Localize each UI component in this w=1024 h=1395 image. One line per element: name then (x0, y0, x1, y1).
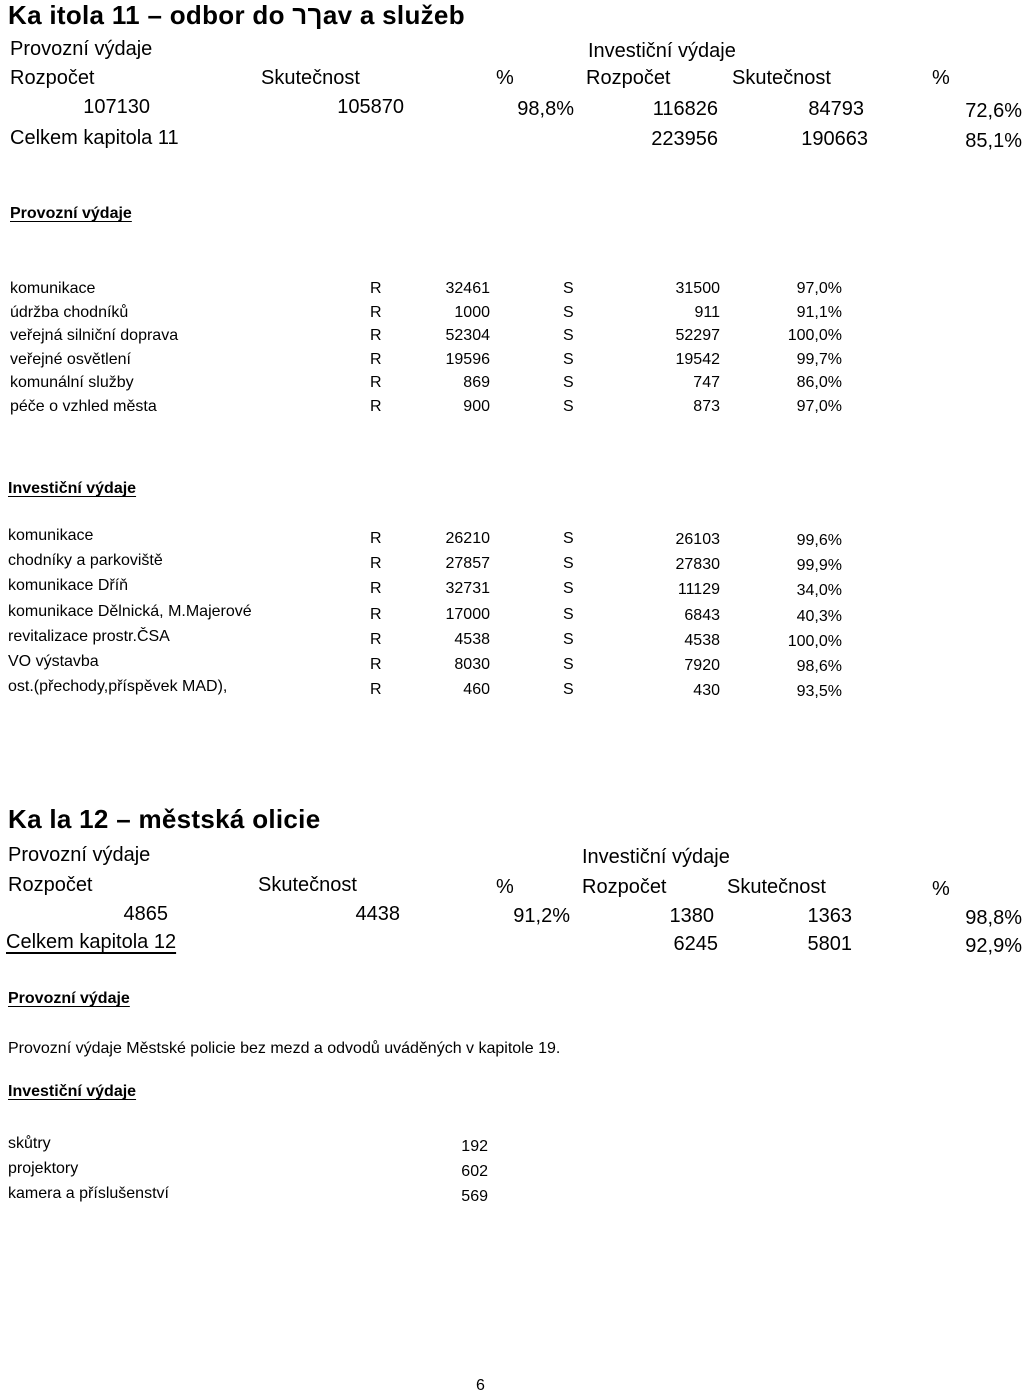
ch11-inv-item-s: S (563, 630, 574, 648)
ch11-inv-item-r: R (370, 681, 382, 699)
ch12-total-label: Celkem kapitola 12 (6, 931, 177, 953)
ch11-inv-item-r: R (370, 630, 382, 648)
ch11-inv-item-pct: 34,0% (796, 582, 842, 600)
ch11-inv-item-name: chodníky a parkoviště (8, 552, 163, 570)
ch11-inv-item-r: R (370, 605, 382, 623)
page-number: 6 (476, 1377, 485, 1394)
ch11-inv-item-pct: 40,3% (796, 607, 842, 625)
ch11-inv-item-skutecnost: 6843 (684, 606, 720, 624)
ch11-prov-item-skutecnost: 747 (693, 374, 720, 391)
ch11-prov-item-name: údržba chodníků (10, 303, 129, 321)
ch11-inv-item-s: S (563, 530, 574, 547)
ch12-total-pct: 92,9% (965, 935, 1022, 957)
ch11-inv-item-skutecnost: 7920 (684, 657, 720, 674)
ch12-prov-skutecnost: 4438 (355, 903, 400, 925)
ch12-prov-rozpocet: 4865 (123, 903, 168, 925)
ch11-total-rozpocet: 223956 (651, 128, 718, 150)
ch12-inv-item-name: projektory (8, 1160, 79, 1177)
ch11-inv-item-name: revitalizace prostr.ČSA (8, 627, 170, 645)
ch11-inv-item-rozpocet: 8030 (454, 656, 490, 673)
ch12-inv-item-name: kamera a příslušenství (8, 1185, 169, 1202)
chapter-12-title: Ka la 12 – městská olicie (8, 804, 321, 834)
ch11-inv-item-pct: 100,0% (787, 632, 842, 650)
ch11-prov-item-name: komunální služby (10, 374, 134, 391)
ch12-prov-note: Provozní výdaje Městské policie bez mezd a odvodů uváděných v kapitole 19. (8, 1040, 561, 1057)
ch11-inv-item-name: komunikace Dělnická, M.Majerové (8, 602, 252, 620)
ch12-inv-section-heading: Investiční výdaje (8, 1083, 137, 1100)
ch11-inv-item-rozpocet: 27857 (445, 555, 490, 573)
ch11-inv-item-r: R (370, 530, 382, 547)
ch11-prov-item-skutecnost: 911 (694, 303, 720, 321)
chapter-11-title: Ka itola 11 – odbor do ךרav a služeb (8, 0, 465, 30)
ch11-prov-item-r: R (370, 303, 382, 321)
ch11-prov-item-pct: 91,1% (796, 303, 842, 321)
ch11-prov-item-s: S (563, 374, 574, 391)
ch11-prov-item-s: S (563, 327, 574, 344)
ch11-prov-item-pct: 100,0% (787, 327, 842, 344)
ch12-prov-pct: 91,2% (513, 905, 570, 927)
ch11-inv-item-s: S (563, 605, 574, 623)
ch11-h-skutecnost: Skutečnost (261, 67, 360, 89)
ch11-prov-item-pct: 99,7% (796, 350, 842, 368)
ch11-inv-item-name: VO výstavba (8, 653, 99, 670)
ch11-inv-item-pct: 98,6% (796, 658, 842, 675)
ch11-prov-item-rozpocet: 869 (463, 374, 490, 391)
ch11-total-pct: 85,1% (965, 130, 1022, 152)
ch11-prov-item-pct: 97,0% (796, 397, 842, 415)
ch11-prov-item-s: S (563, 303, 574, 321)
ch11-total-skutecnost: 190663 (801, 128, 868, 150)
ch11-prov-pct: 98,8% (517, 98, 574, 120)
ch12-prov-section-heading: Provozní výdaje (8, 990, 130, 1007)
ch11-prov-skutecnost: 105870 (337, 96, 404, 118)
ch12-inv-rozpocet: 1380 (669, 905, 714, 927)
ch11-inv-rozpocet: 116826 (652, 98, 718, 120)
ch11-prov-item-skutecnost: 19542 (675, 350, 720, 368)
ch12-total-skutecnost: 5801 (807, 933, 852, 955)
ch12-h-rozpocet: Rozpočet (8, 874, 93, 896)
ch11-inv-item-skutecnost: 430 (693, 682, 720, 700)
ch11-inv-label: Investiční výdaje (588, 40, 736, 62)
ch11-inv-item-pct: 99,6% (796, 532, 842, 549)
ch11-prov-item-pct: 97,0% (796, 280, 842, 297)
ch12-inv-skutecnost: 1363 (807, 905, 852, 927)
ch11-inv-item-rozpocet: 460 (463, 681, 490, 699)
ch11-prov-item-s: S (563, 280, 574, 297)
ch11-h-pct: % (496, 67, 514, 89)
ch11-inv-item-skutecnost: 4538 (684, 631, 720, 649)
ch12-inv-pct: 98,8% (965, 907, 1022, 929)
ch11-prov-item-rozpocet: 19596 (445, 350, 490, 368)
ch12-inv-item-value: 569 (461, 1188, 488, 1205)
ch12-h-inv-pct: % (932, 878, 950, 900)
ch11-inv-item-rozpocet: 17000 (445, 605, 490, 623)
ch11-h-inv-skutecnost: Skutečnost (732, 67, 831, 89)
ch11-prov-item-rozpocet: 1000 (454, 303, 490, 321)
ch11-prov-rozpocet: 107130 (83, 96, 150, 118)
ch12-total-rozpocet: 6245 (673, 933, 718, 955)
ch11-inv-item-s: S (563, 681, 574, 699)
ch12-inv-item-value: 192 (461, 1138, 488, 1155)
ch11-prov-item-r: R (370, 350, 382, 368)
ch11-prov-item-skutecnost: 31500 (675, 280, 720, 297)
ch11-inv-skutecnost: 84793 (808, 98, 864, 120)
ch11-inv-item-name: komunikace Dříň (8, 577, 129, 595)
ch11-prov-item-pct: 86,0% (796, 374, 842, 391)
ch11-prov-item-s: S (563, 397, 574, 415)
ch11-inv-item-name: ost.(přechody,příspěvek MAD), (8, 678, 228, 696)
ch11-prov-item-r: R (370, 280, 382, 297)
ch11-prov-item-s: S (563, 350, 574, 368)
ch11-prov-item-r: R (370, 374, 382, 391)
ch12-inv-item-value: 602 (461, 1163, 488, 1180)
ch11-inv-item-r: R (370, 656, 382, 673)
ch11-inv-item-s: S (563, 555, 574, 573)
ch12-inv-label: Investiční výdaje (582, 846, 730, 868)
ch11-h-inv-pct: % (932, 67, 950, 89)
ch11-inv-item-pct: 93,5% (796, 683, 842, 701)
ch11-inv-item-rozpocet: 26210 (445, 530, 490, 547)
ch11-prov-section-heading: Provozní výdaje (10, 205, 132, 222)
ch12-h-inv-rozpocet: Rozpočet (582, 876, 667, 898)
ch12-inv-item-name: skůtry (8, 1135, 51, 1152)
ch11-prov-label: Provozní výdaje (10, 38, 153, 60)
ch11-inv-item-rozpocet: 4538 (454, 630, 490, 648)
ch11-prov-item-skutecnost: 873 (693, 397, 720, 415)
ch12-h-skutecnost: Skutečnost (258, 874, 357, 896)
ch11-prov-item-name: péče o vzhled města (10, 397, 157, 415)
ch11-prov-item-name: veřejná silniční doprava (10, 327, 179, 344)
ch11-inv-item-rozpocet: 32731 (445, 580, 490, 598)
ch11-prov-item-name: komunikace (10, 280, 96, 297)
ch11-prov-item-rozpocet: 52304 (445, 327, 490, 344)
ch11-inv-item-r: R (370, 580, 382, 598)
ch11-inv-pct: 72,6% (965, 100, 1022, 122)
ch11-prov-item-r: R (370, 327, 382, 344)
ch11-prov-item-rozpocet: 900 (463, 397, 490, 415)
ch11-inv-item-pct: 99,9% (796, 557, 842, 575)
ch11-prov-item-skutecnost: 52297 (675, 327, 720, 344)
ch11-prov-item-r: R (370, 397, 382, 415)
ch11-h-inv-rozpocet: Rozpočet (586, 67, 671, 89)
ch11-total-label: Celkem kapitola 11 (10, 127, 179, 149)
ch11-inv-item-skutecnost: 27830 (675, 556, 720, 574)
ch11-h-rozpocet: Rozpočet (10, 67, 95, 89)
ch11-inv-item-name: komunikace (8, 527, 94, 544)
ch11-prov-item-name: veřejné osvětlení (10, 350, 131, 368)
ch11-inv-item-s: S (563, 580, 574, 598)
ch12-h-pct: % (496, 876, 514, 898)
ch11-inv-item-s: S (563, 656, 574, 673)
ch11-inv-item-r: R (370, 555, 382, 573)
ch11-inv-item-skutecnost: 11129 (677, 581, 720, 599)
ch12-h-inv-skutecnost: Skutečnost (727, 876, 826, 898)
ch11-inv-section-heading: Investiční výdaje (8, 480, 137, 497)
ch11-inv-item-skutecnost: 26103 (675, 531, 720, 548)
ch12-prov-label: Provozní výdaje (8, 844, 151, 866)
ch11-prov-item-rozpocet: 32461 (445, 280, 490, 297)
